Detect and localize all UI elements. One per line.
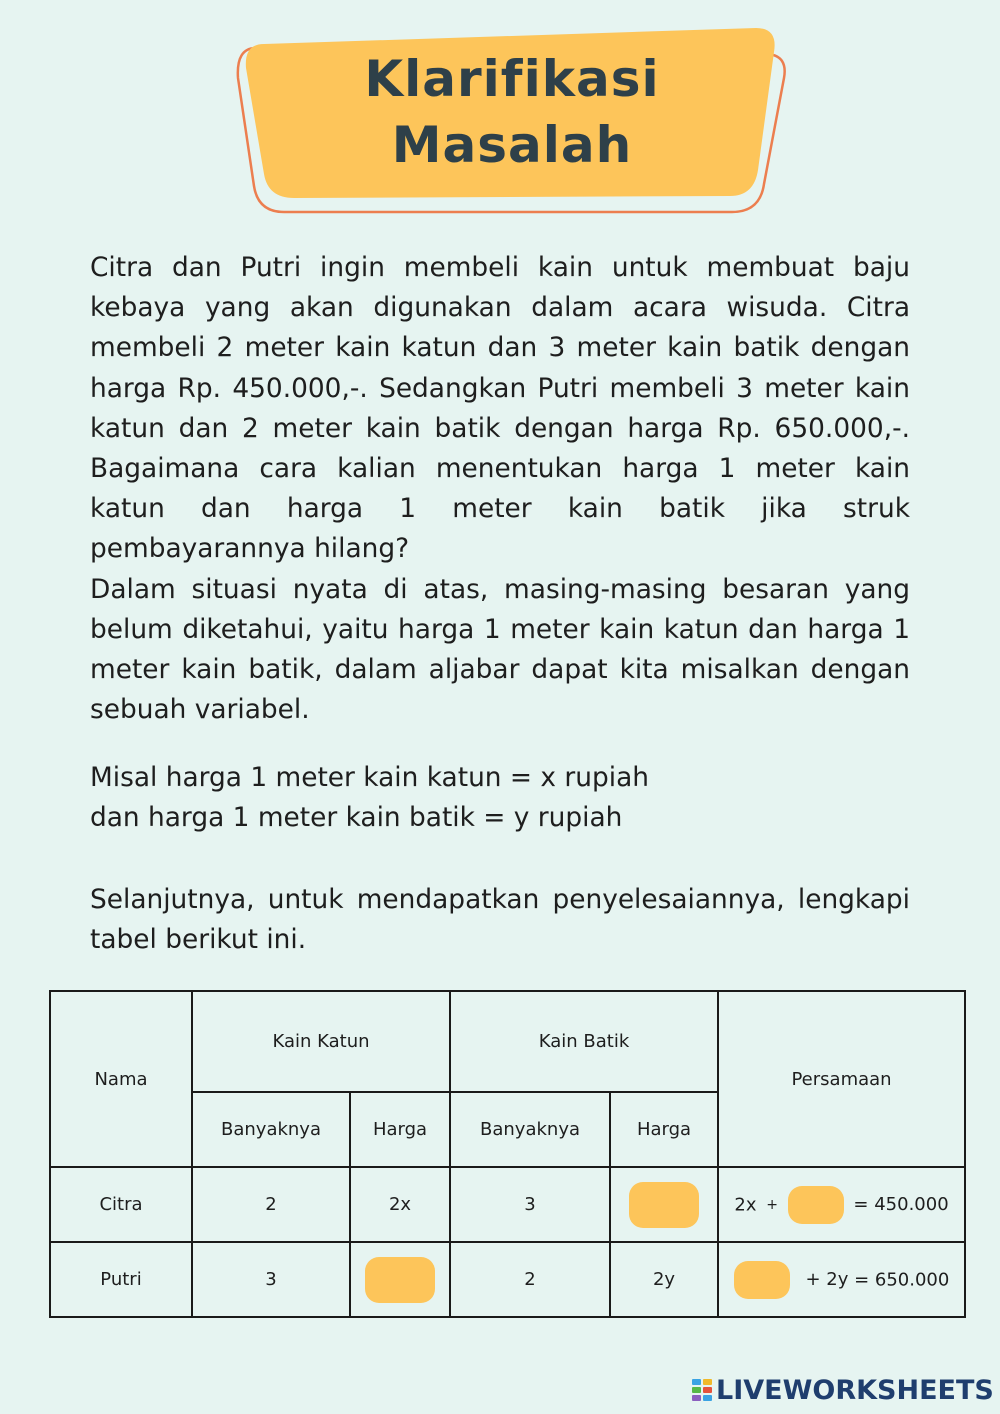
subheader-batik-harga: Harga [610,1092,718,1167]
paragraph-problem: Citra dan Putri ingin membeli kain untuk membuat baju kebaya yang akan digunakan dalam acara wisuda. Citra membeli 2 meter kain katun dan 3 meter kain batik dengan harga Rp. 450.000,-. Sedangkan Putri membeli 3 meter kain katun dan 2 meter kain batik dengan harga Rp. 650.000,-. Bagaimana cara kalian menentukan harga 1 meter kain katun dan harga 1 meter kain batik jika struk pembayarannya hilang? [90,252,910,565]
title-line-1: Klarifikasi [364,50,660,108]
citra-eq-left: 2x [734,1194,757,1215]
subheader-katun-harga: Harga [350,1092,450,1167]
instruction-text [90,880,910,960]
header-nama: Nama [50,991,192,1167]
liveworksheets-logo-text: LIVEWORKSHEETS [716,1374,994,1406]
header-kain-katun: Kain Katun [192,991,450,1092]
cell-citra-katun-harga: 2x [350,1167,450,1242]
cell-citra-batik-harga [610,1167,718,1242]
title-line-2: Masalah [391,116,633,174]
putri-eq-right: = 650.000 [854,1269,950,1290]
paragraph-instruction: Selanjutnya, untuk mendapatkan penyelesaiannya, lengkapi tabel berikut ini. [90,884,910,956]
header-persamaan: Persamaan [718,991,965,1167]
citra-eq-plus: + [766,1196,778,1213]
problem-text [90,248,910,730]
misal-line-x: Misal harga 1 meter kain katun = x rupiah [90,762,649,793]
liveworksheets-logo-icon [692,1377,714,1403]
answer-input-putri-katun-harga[interactable] [365,1257,435,1303]
answer-input-putri-persamaan[interactable] [734,1261,790,1299]
cell-putri-persamaan [718,1242,965,1317]
answer-input-citra-batik-harga[interactable] [629,1182,699,1228]
table-row-putri [50,1242,965,1317]
page-title [236,46,788,178]
misal-line-y: dan harga 1 meter kain batik = y rupiah [90,802,623,834]
misal-text [90,758,910,838]
table-row-citra [50,1167,965,1242]
cell-putri-katun-banyak: 3 [192,1242,350,1317]
title-banner [236,26,788,218]
cell-nama-putri: Putri [50,1242,192,1317]
cell-citra-batik-banyak: 3 [450,1167,610,1242]
citra-eq-right: = 450.000 [853,1194,949,1215]
subheader-katun-banyaknya: Banyaknya [192,1092,350,1167]
table-header-row [50,991,965,1092]
cell-nama-citra: Citra [50,1167,192,1242]
cell-putri-batik-banyak: 2 [450,1242,610,1317]
header-kain-batik: Kain Batik [450,991,718,1092]
cell-citra-katun-banyak: 2 [192,1167,350,1242]
liveworksheets-logo [692,1374,994,1406]
answer-input-citra-persamaan[interactable] [788,1186,844,1224]
cell-citra-persamaan [718,1167,965,1242]
cell-putri-katun-harga [350,1242,450,1317]
equation-table [49,990,966,1318]
subheader-batik-banyaknya: Banyaknya [450,1092,610,1167]
paragraph-variables: Dalam situasi nyata di atas, masing-masing besaran yang belum diketahui, yaitu harga 1 meter kain katun dan harga 1 meter kain batik, dalam aljabar dapat kita misalkan dengan sebuah variabel. [90,573,910,726]
putri-eq-plus-2y: + 2y [805,1269,849,1290]
cell-putri-batik-harga: 2y [610,1242,718,1317]
